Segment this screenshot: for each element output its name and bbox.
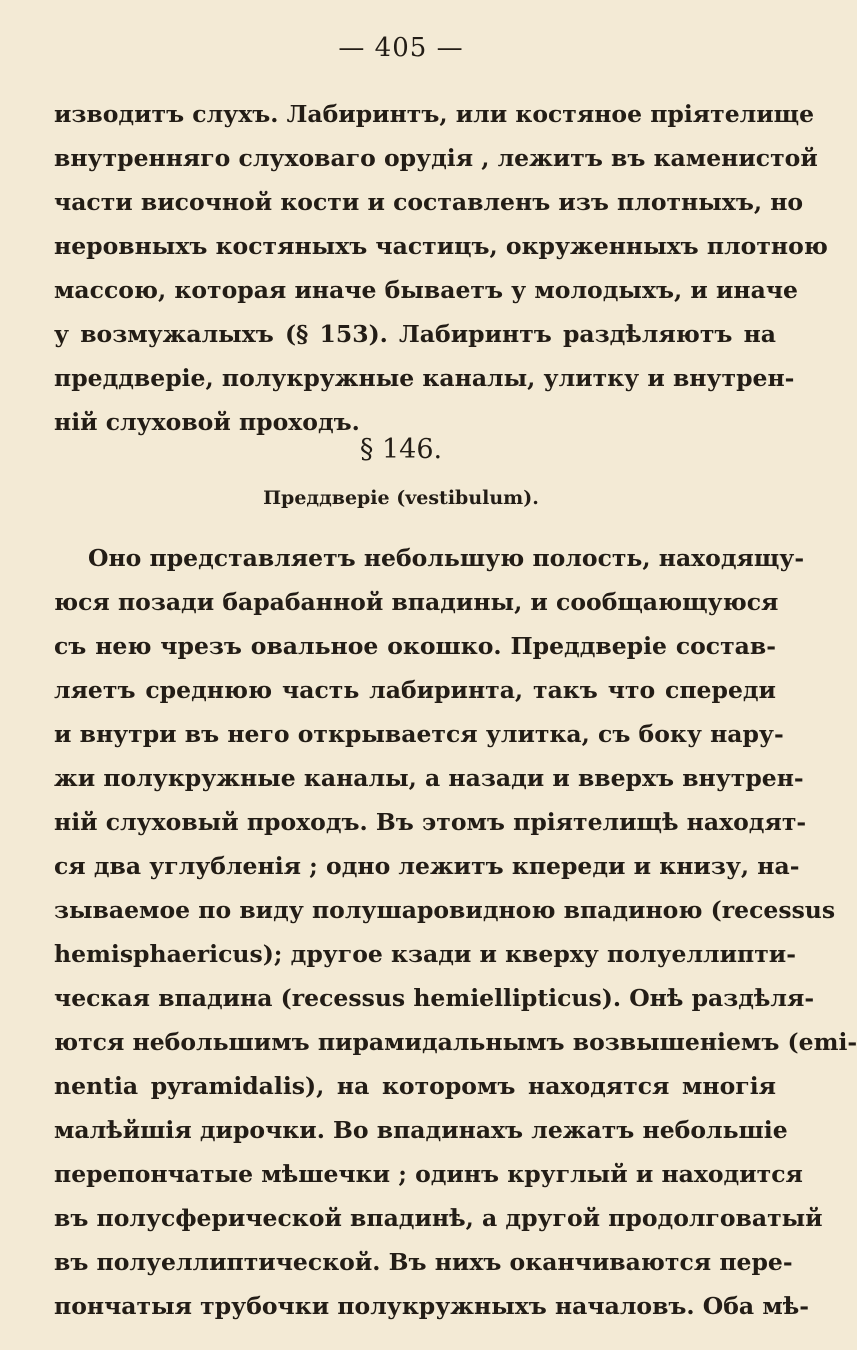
text-line: ся два углубленія ; одно лежитъ кпереди и книзу, на- xyxy=(54,852,800,880)
text-line: у возмужалыхъ (§ 153). Лабиринтъ раздѣляютъ на xyxy=(54,320,776,348)
text-line: малѣйшія дирочки. Во впадинахъ лежатъ небольшіе xyxy=(54,1116,788,1144)
text-line: ній слуховой проходъ. xyxy=(54,408,360,436)
text-line: nentia pyramidalis), на которомъ находятся многія xyxy=(54,1072,776,1100)
text-line: Оно представляетъ небольшую полость, находящу- xyxy=(88,544,805,572)
text-line: и внутри въ него открывается улитка, съ боку наpу- xyxy=(54,720,784,748)
page-number: — 405 — xyxy=(338,33,464,63)
section-title: Преддверіе (vestibulum). xyxy=(263,487,539,509)
text-line: ляетъ среднюю часть лабиринта, такъ что спереди xyxy=(54,676,776,704)
section-number: § 146. xyxy=(359,434,443,465)
paragraph-labyrinth xyxy=(54,92,828,444)
text-line: ются небольшимъ пирамидальнымъ возвышеніемъ (emi- xyxy=(54,1028,857,1056)
paragraph-vestibulum xyxy=(54,536,857,1328)
text-line: съ нею чрезъ овальное окошко. Преддверіе состав- xyxy=(54,632,776,660)
text-line: въ полуеллиптической. Въ нихъ оканчиваются пере- xyxy=(54,1248,793,1276)
text-line: изводитъ слухъ. Лабиринтъ, или костяное пріятелище xyxy=(54,100,815,128)
text-line: ній слуховый проходъ. Въ этомъ пріятелищѣ находят- xyxy=(54,808,807,836)
text-line: перепончатые мѣшечки ; одинъ круглый и находится xyxy=(54,1160,803,1188)
text-line: зываемое по виду полушаровидною впадиною (recessus xyxy=(54,896,836,924)
text-line: жи полукружные каналы, а назади и вверхъ внутрен- xyxy=(54,764,804,792)
text-line: пончатыя трубочки полукружныхъ началовъ. Оба мѣ- xyxy=(54,1292,810,1320)
text-line: ческая впадина (recessus hemiellipticus). Онѣ раздѣля- xyxy=(54,984,815,1012)
text-line: въ полусферической впадинѣ, а другой продолговатый xyxy=(54,1204,823,1232)
text-line: внутренняго слуховаго орудія , лежитъ въ каменистой xyxy=(54,144,818,172)
text-line: части височной кости и составленъ изъ плотныхъ, но xyxy=(54,188,804,216)
text-line: hemisphaericus); другое кзади и кверху полуеллипти- xyxy=(54,940,796,968)
text-line: неровныхъ костяныхъ частицъ, окруженныхъ плотною xyxy=(54,232,828,260)
text-line: массою, которая иначе бываетъ у молодыхъ, и иначе xyxy=(54,276,798,304)
text-line: юся позади барабанной впадины, и сообщающуюся xyxy=(54,588,779,616)
text-line: преддверіе, полукружные каналы, улитку и внутрен- xyxy=(54,364,795,392)
